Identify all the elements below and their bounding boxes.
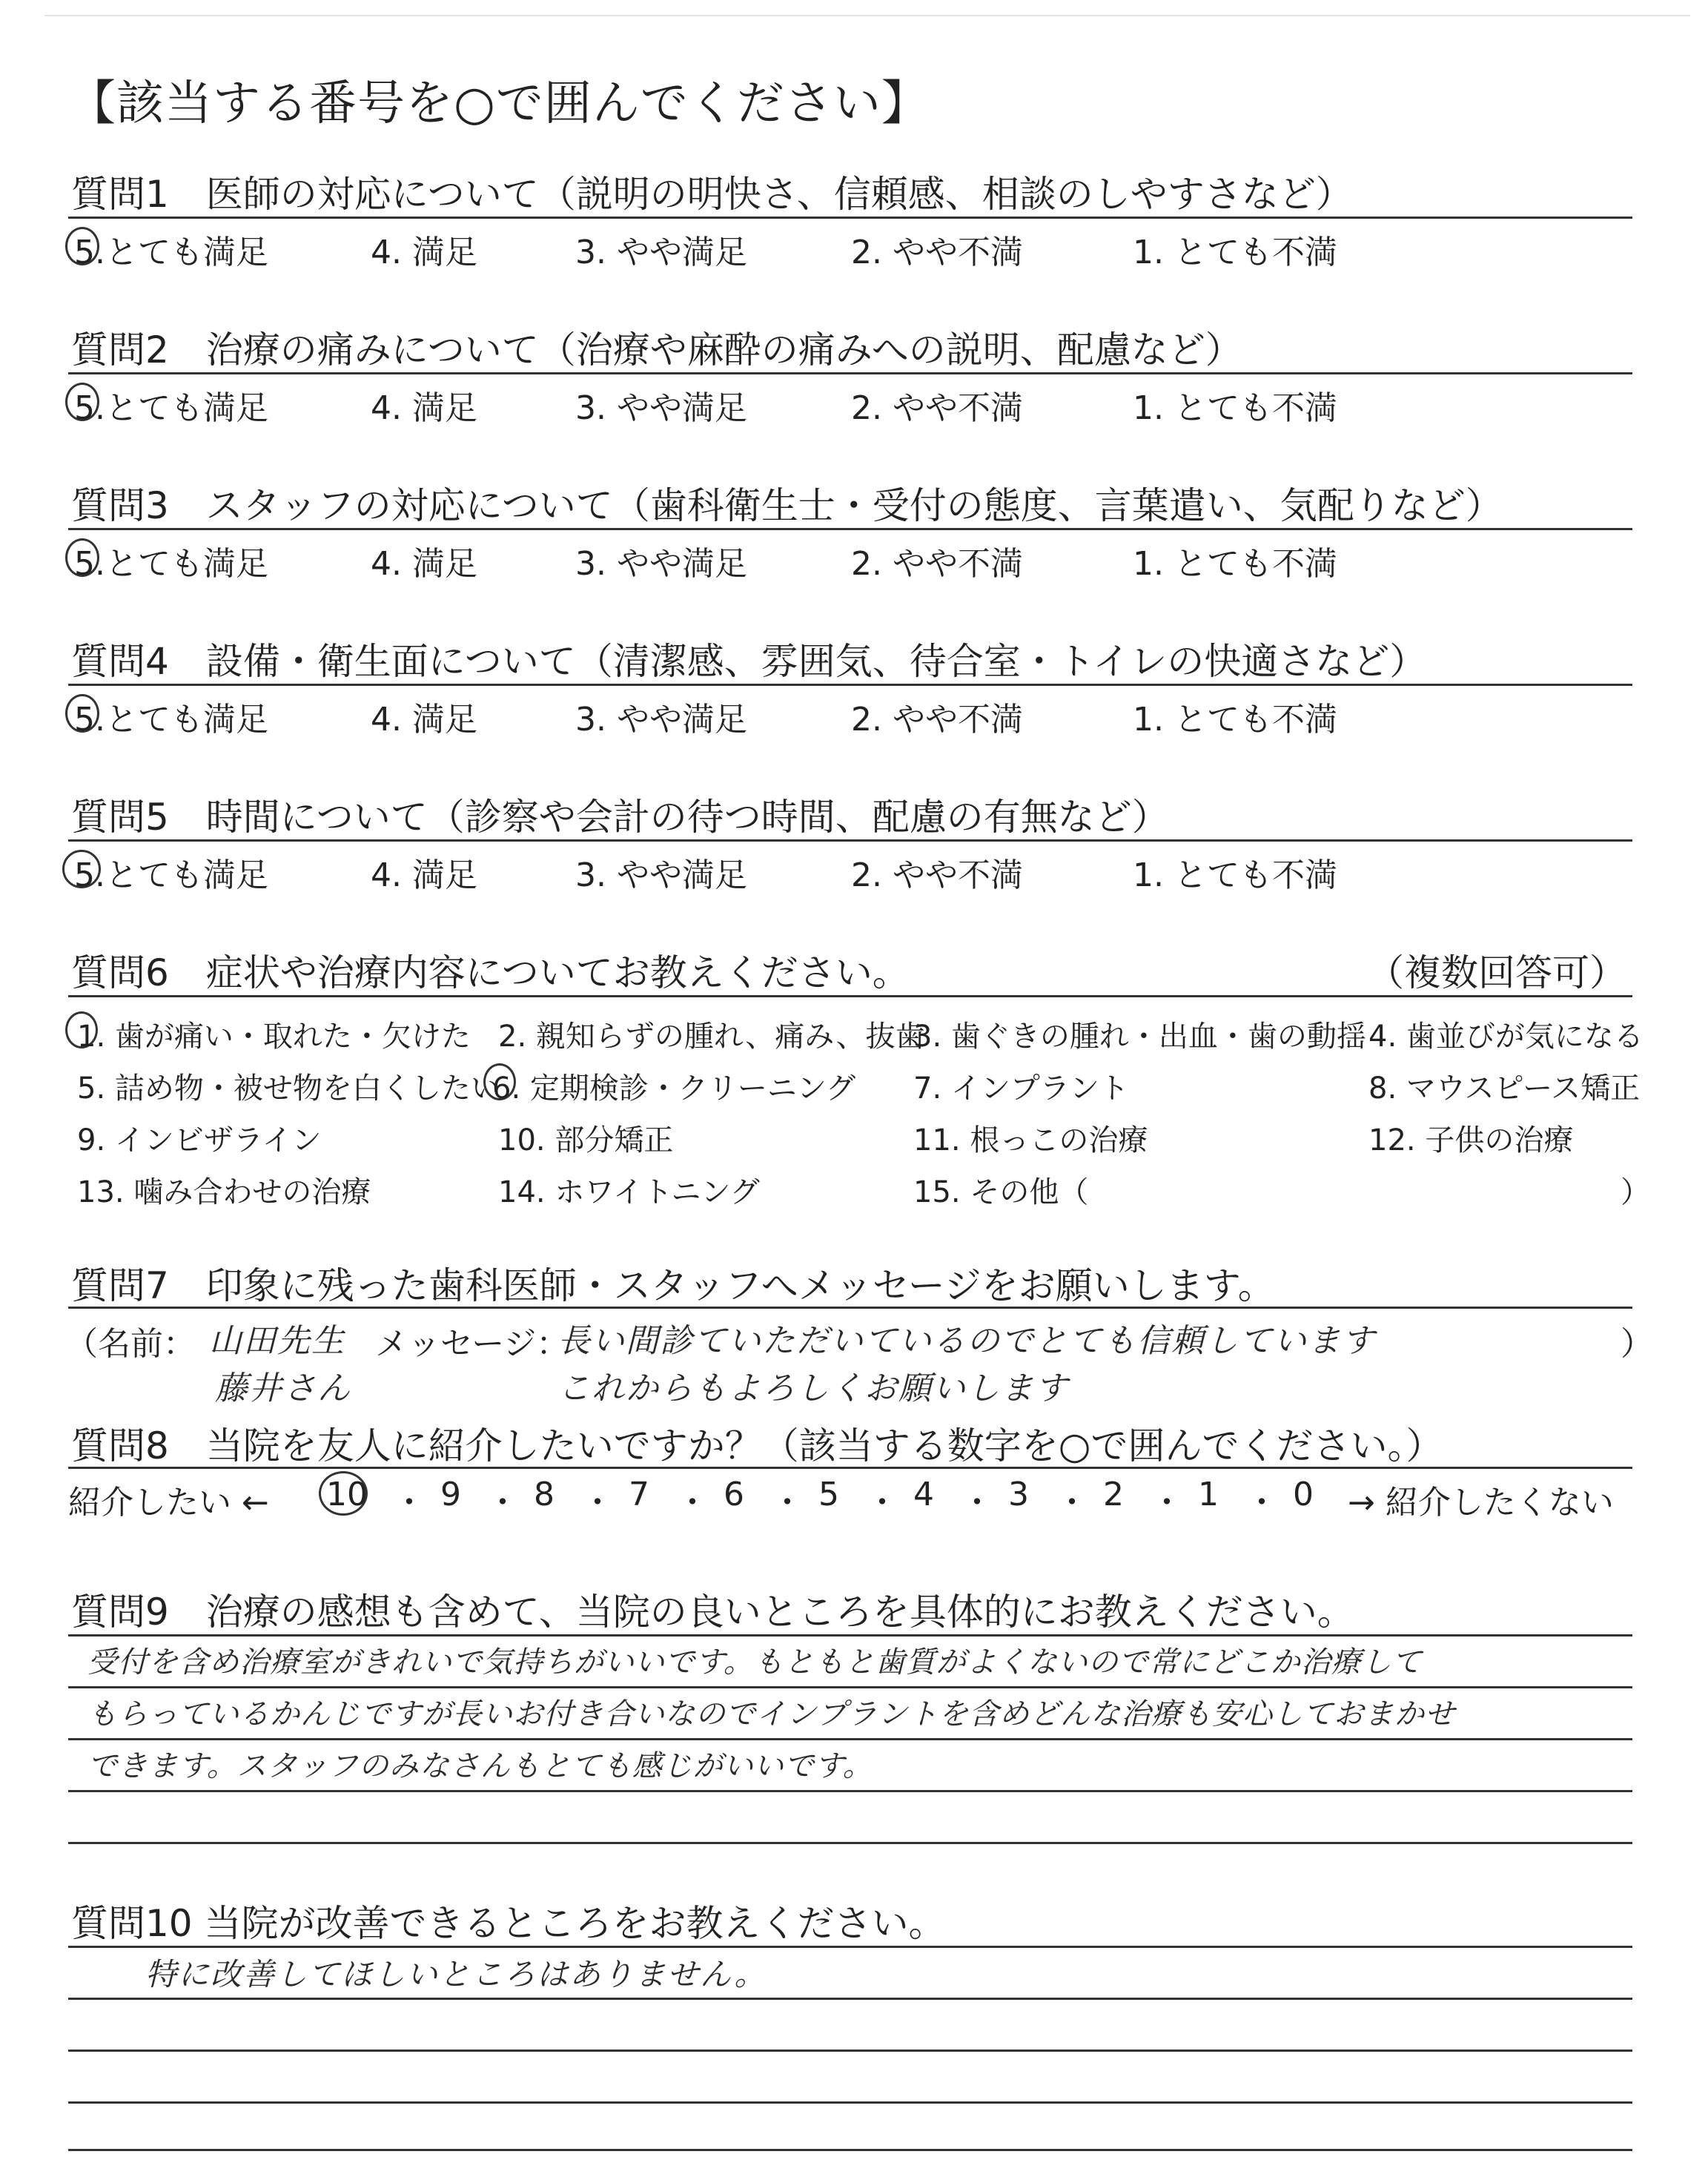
q6-option-15[interactable]: 15. その他（ <box>913 1175 1089 1209</box>
q9-title: 質問9 治療の感想も含めて、当院の良いところを具体的にお教えください。 <box>71 1591 1354 1634</box>
q2-option-3[interactable]: 3. やや満足 <box>575 389 747 427</box>
q2-option-2[interactable]: 2. やや不満 <box>851 389 1023 427</box>
q9-rule-2 <box>68 1686 1632 1688</box>
q1-title: 質問1 医師の対応について（説明の明快さ、信頼感、相談のしやすさなど） <box>71 173 1353 216</box>
q6-option-13[interactable]: 13. 噛み合わせの治療 <box>77 1175 371 1209</box>
q4-option-4[interactable]: 4. 満足 <box>371 701 477 739</box>
q8-scale-4[interactable]: 4 <box>913 1476 934 1513</box>
q8-rule <box>68 1467 1632 1469</box>
q6-option-1[interactable]: 1. 歯が痛い・取れた・欠けた <box>77 1020 471 1054</box>
q10-rule-2 <box>68 1998 1632 2000</box>
q8-scale-dot: ・ <box>771 1484 804 1522</box>
q2-option-1[interactable]: 1. とても不満 <box>1133 389 1337 427</box>
q9-rule-5 <box>68 1842 1632 1844</box>
q4-option-5[interactable]: 5.とても満足 <box>74 701 268 739</box>
q9-rule-1 <box>68 1634 1632 1636</box>
q8-right-label: → 紹介したくない <box>1348 1484 1614 1522</box>
q7-message-line-2[interactable]: これからもよろしくお願いします <box>557 1370 1069 1407</box>
q1-option-1[interactable]: 1. とても不満 <box>1133 234 1337 271</box>
q4-options <box>0 691 1708 743</box>
q6-option-9[interactable]: 9. インビザライン <box>77 1123 322 1157</box>
q8-scale-8[interactable]: 8 <box>534 1476 555 1513</box>
q8-scale-dot: ・ <box>961 1484 993 1522</box>
q6-multi-answer-note: （複数回答可） <box>1367 951 1626 994</box>
q7-name-value-2[interactable]: 藤井さん <box>215 1370 351 1407</box>
q1-options <box>0 224 1708 276</box>
q6-option-6[interactable]: 6. 定期検診・クリーニング <box>492 1071 856 1106</box>
q4-option-1[interactable]: 1. とても不満 <box>1133 701 1337 739</box>
q6-option-11[interactable]: 11. 根っこの治療 <box>913 1123 1148 1157</box>
q4-option-2[interactable]: 2. やや不満 <box>851 701 1023 739</box>
q8-title: 質問8 当院を友人に紹介したいですか？（該当する数字を○で囲んでください。） <box>71 1424 1443 1467</box>
q4-rule <box>68 684 1632 686</box>
q8-scale-3[interactable]: 3 <box>1008 1476 1029 1513</box>
q6-title: 質問6 症状や治療内容についてお教えください。 <box>71 951 910 994</box>
q8-scale-10[interactable]: 10 <box>326 1476 368 1513</box>
q7-close-paren: ） <box>1621 1325 1653 1363</box>
q1-option-3[interactable]: 3. やや満足 <box>575 234 747 271</box>
q8-scale-6[interactable]: 6 <box>724 1476 744 1513</box>
q2-title: 質問2 治療の痛みについて（治療や麻酔の痛みへの説明、配慮など） <box>71 328 1242 371</box>
q8-scale-dot: ・ <box>1056 1484 1088 1522</box>
q2-option-5[interactable]: 5.とても満足 <box>74 389 268 427</box>
q8-scale-dot: ・ <box>486 1484 519 1522</box>
q7-name-value-1[interactable]: 山田先生 <box>209 1322 345 1360</box>
q3-option-2[interactable]: 2. やや不満 <box>851 545 1023 583</box>
q8-scale-5[interactable]: 5 <box>818 1476 839 1513</box>
q6-option-5[interactable]: 5. 詰め物・被せ物を白くしたい <box>77 1071 500 1106</box>
q8-scale-dot: ・ <box>393 1484 426 1522</box>
q4-title: 質問4 設備・衛生面について（清潔感、雰囲気、待合室・トイレの快適さなど） <box>71 640 1427 683</box>
q5-option-4[interactable]: 4. 満足 <box>371 856 477 894</box>
q8-scale-7[interactable]: 7 <box>629 1476 649 1513</box>
q1-option-5[interactable]: 5.とても満足 <box>74 234 268 271</box>
q1-option-4[interactable]: 4. 満足 <box>371 234 477 271</box>
q7-message-label: メッセージ： <box>375 1325 569 1363</box>
q3-options <box>0 535 1708 587</box>
q9-answer-line-2[interactable]: もらっているかんじですが長いお付き合いなのでインプラントを含めどんな治療も安心しておまかせ <box>87 1697 1455 1731</box>
q8-scale-dot: ・ <box>676 1484 709 1522</box>
q5-option-1[interactable]: 1. とても不満 <box>1133 856 1337 894</box>
page-title: 【該当する番号を○で囲んでください】 <box>68 76 930 131</box>
q6-option-2[interactable]: 2. 親知らずの腫れ、痛み、抜歯 <box>498 1020 925 1054</box>
q6-option-3[interactable]: 3. 歯ぐきの腫れ・出血・歯の動揺 <box>913 1020 1366 1054</box>
q6-other-close-paren: ） <box>1621 1175 1650 1209</box>
q10-answer-line-1[interactable]: 特に改善してほしいところはありません。 <box>145 1956 767 1992</box>
q9-rule-3 <box>68 1738 1632 1740</box>
q10-rule-1 <box>68 1946 1632 1948</box>
q8-scale-dot: ・ <box>866 1484 898 1522</box>
q6-option-4[interactable]: 4. 歯並びが気になる <box>1368 1020 1644 1054</box>
q8-scale-dot: ・ <box>1151 1484 1183 1522</box>
q6-option-12[interactable]: 12. 子供の治療 <box>1368 1123 1574 1157</box>
q5-options <box>0 847 1708 899</box>
q6-option-7[interactable]: 7. インプラント <box>913 1071 1129 1106</box>
q7-title: 質問7 印象に残った歯科医師・スタッフへメッセージをお願いします。 <box>71 1264 1275 1307</box>
q6-option-10[interactable]: 10. 部分矯正 <box>498 1123 674 1157</box>
q8-scale-dot: ・ <box>581 1484 614 1522</box>
q8-scale-9[interactable]: 9 <box>440 1476 461 1513</box>
q2-rule <box>68 372 1632 374</box>
q10-rule-5 <box>68 2149 1632 2151</box>
q9-answer-line-1[interactable]: 受付を含め治療室がきれいで気持ちがいいです。もともと歯質がよくないので常にどこか治療して <box>87 1645 1423 1680</box>
q2-options <box>0 380 1708 432</box>
q7-message-line-1[interactable]: 長い間診ていただいているのでとても信頼しています <box>557 1322 1376 1360</box>
q3-option-4[interactable]: 4. 満足 <box>371 545 477 583</box>
q8-left-label: 紹介したい ← <box>68 1484 269 1522</box>
q8-scale-2[interactable]: 2 <box>1103 1476 1124 1513</box>
q10-title: 質問10 当院が改善できるところをお教えください。 <box>71 1902 946 1945</box>
q9-rule-4 <box>68 1790 1632 1792</box>
q9-answer-line-3[interactable]: できます。スタッフのみなさんもとても感じがいいです。 <box>87 1749 873 1783</box>
q5-option-2[interactable]: 2. やや不満 <box>851 856 1023 894</box>
q7-name-label: （名前： <box>65 1325 196 1363</box>
q3-option-3[interactable]: 3. やや満足 <box>575 545 747 583</box>
q2-option-4[interactable]: 4. 満足 <box>371 389 477 427</box>
q5-option-5[interactable]: 5.とても満足 <box>74 856 268 894</box>
q3-option-1[interactable]: 1. とても不満 <box>1133 545 1337 583</box>
q3-option-5[interactable]: 5.とても満足 <box>74 545 268 583</box>
q8-scale-dot: ・ <box>1245 1484 1278 1522</box>
q10-rule-4 <box>68 2101 1632 2104</box>
q6-option-8[interactable]: 8. マウスピース矯正 <box>1368 1071 1641 1106</box>
q3-title: 質問3 スタッフの対応について（歯科衛生士・受付の態度、言葉遣い、気配りなど） <box>71 484 1503 527</box>
q5-option-3[interactable]: 3. やや満足 <box>575 856 747 894</box>
q1-rule <box>68 217 1632 219</box>
page-top-edge <box>44 15 1690 16</box>
q8-scale-0[interactable]: 0 <box>1293 1476 1314 1513</box>
q8-scale-1[interactable]: 1 <box>1198 1476 1219 1513</box>
q5-rule <box>68 839 1632 842</box>
q10-rule-3 <box>68 2050 1632 2052</box>
q4-option-3[interactable]: 3. やや満足 <box>575 701 747 739</box>
q6-rule <box>68 995 1632 997</box>
q5-title: 質問5 時間について（診察や会計の待つ時間、配慮の有無など） <box>71 796 1169 839</box>
q6-option-14[interactable]: 14. ホワイトニング <box>498 1175 760 1209</box>
q3-rule <box>68 528 1632 530</box>
q1-option-2[interactable]: 2. やや不満 <box>851 234 1023 271</box>
q7-rule <box>68 1307 1632 1309</box>
